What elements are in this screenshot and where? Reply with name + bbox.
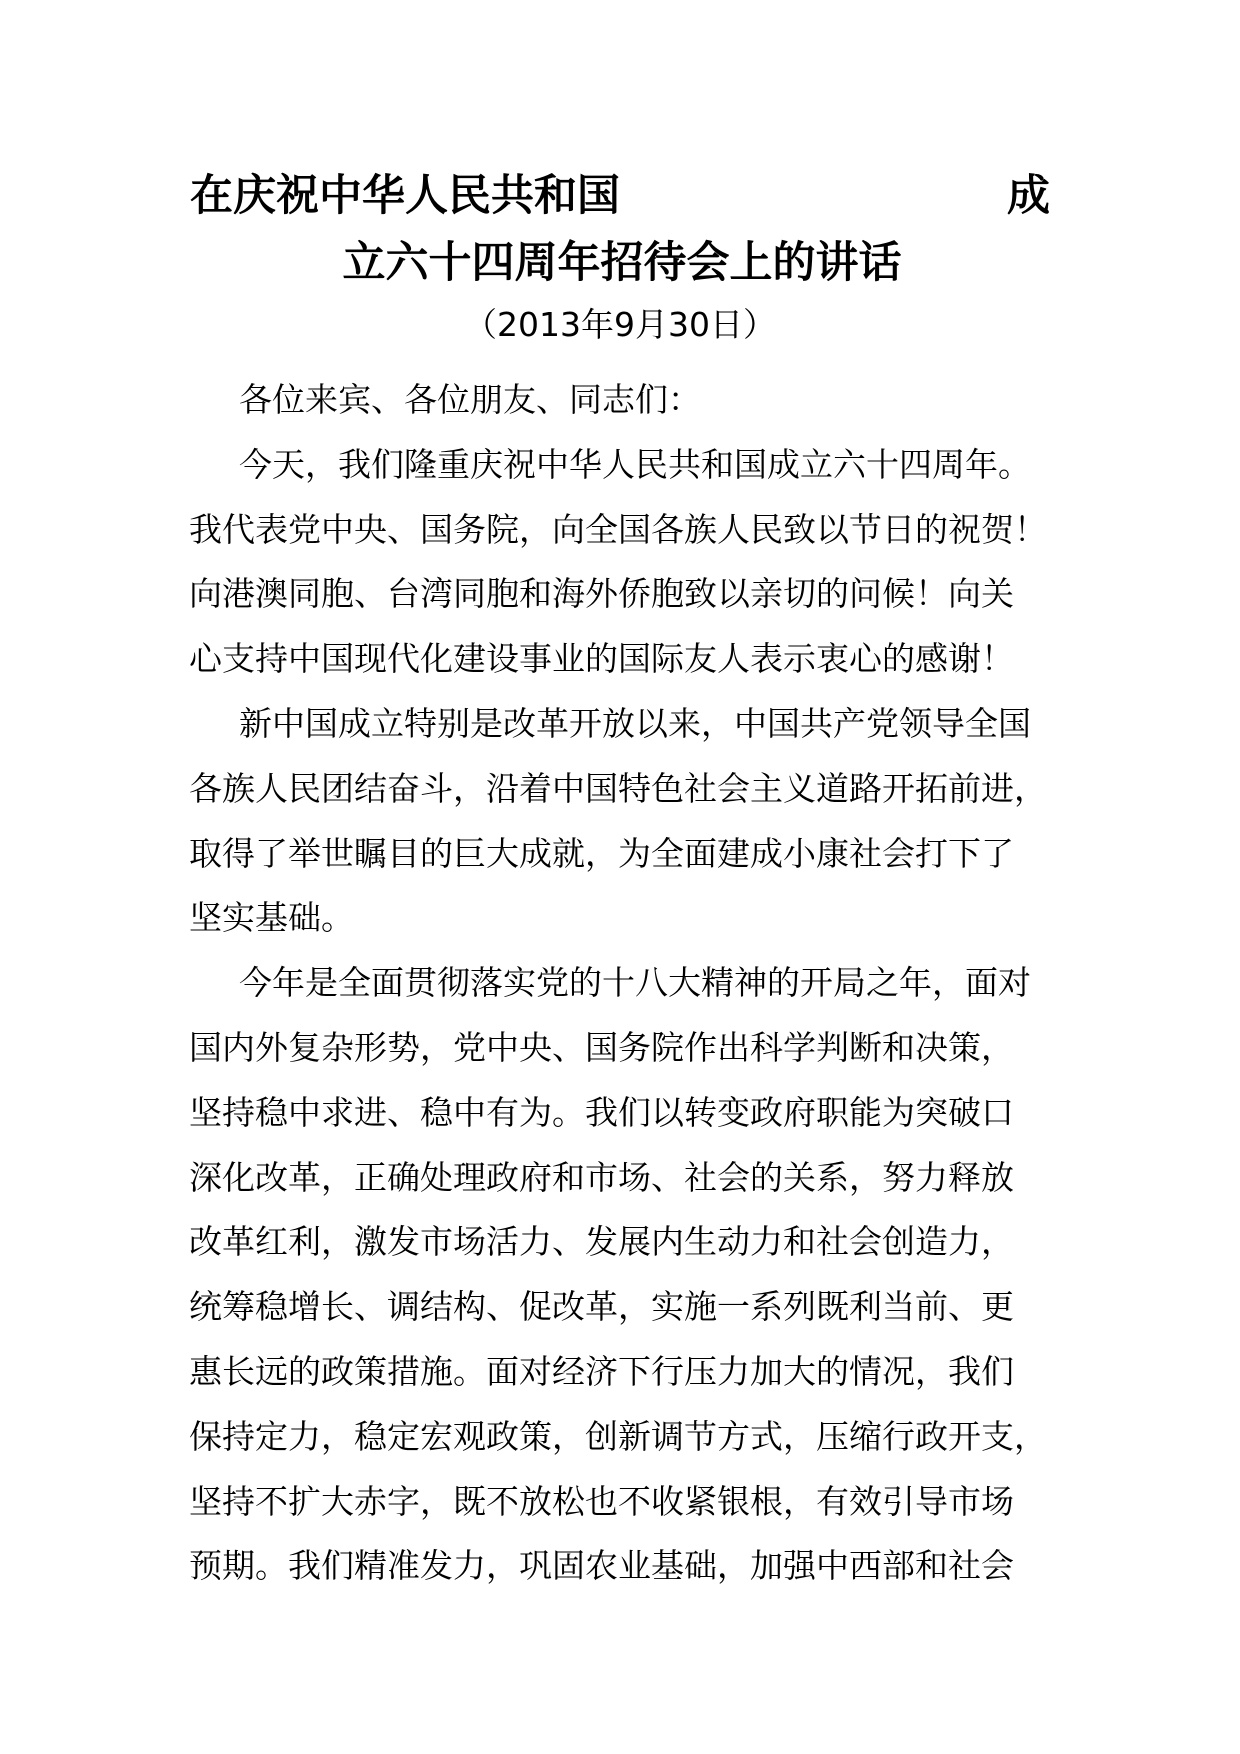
paragraph-2-line-4: 坚实基础。 bbox=[189, 898, 354, 938]
paragraph-3-line-6: 统筹稳增长、调结构、促改革，实施一系列既利当前、更 bbox=[189, 1287, 1014, 1327]
paragraph-3-line-3: 坚持稳中求进、稳中有为。我们以转变政府职能为突破口 bbox=[189, 1092, 1014, 1132]
title-line-1-left: 在庆祝中华人民共和国 bbox=[190, 171, 620, 221]
title-line-1-right: 成 bbox=[1007, 171, 1050, 221]
title-line-2-text: 立六十四周年招待会上的讲话 bbox=[342, 238, 902, 288]
paragraph-3-line-9: 坚持不扩大赤字，既不放松也不收紧银根，有效引导市场 bbox=[189, 1481, 1014, 1521]
paragraph-2-line-2: 各族人民团结奋斗，沿着中国特色社会主义道路开拓前进， bbox=[189, 768, 1047, 808]
paragraph-1-line-3: 向港澳同胞、台湾同胞和海外侨胞致以亲切的问候！向关 bbox=[189, 574, 1014, 614]
paragraph-2-line-3: 取得了举世瞩目的巨大成就，为全面建成小康社会打下了 bbox=[189, 833, 1014, 873]
paragraph-3-line-4: 深化改革，正确处理政府和市场、社会的关系，努力释放 bbox=[189, 1157, 1014, 1197]
paragraph-3-line-2: 国内外复杂形势，党中央、国务院作出科学判断和决策， bbox=[189, 1027, 1014, 1067]
paragraph-3-line-10: 预期。我们精准发力，巩固农业基础，加强中西部和社会 bbox=[189, 1546, 1014, 1586]
paragraph-1-line-4: 心支持中国现代化建设事业的国际友人表示衷心的感谢！ bbox=[189, 639, 1014, 679]
document-body bbox=[189, 368, 1069, 1599]
document-title-line-2 bbox=[0, 233, 1240, 293]
paragraph-1-line-1: 今天，我们隆重庆祝中华人民共和国成立六十四周年。 bbox=[239, 444, 1031, 484]
salutation-line: 各位来宾、各位朋友、同志们： bbox=[239, 380, 701, 419]
paragraph-3-line-8: 保持定力，稳定宏观政策，创新调节方式，压缩行政开支， bbox=[189, 1416, 1047, 1456]
paragraph-2-line-1: 新中国成立特别是改革开放以来，中国共产党领导全国 bbox=[239, 703, 1031, 743]
document-date: （2013年9月30日） bbox=[464, 305, 776, 344]
paragraph-3-line-7: 惠长远的政策措施。面对经济下行压力加大的情况，我们 bbox=[189, 1351, 1014, 1391]
paragraph-1-line-2: 我代表党中央、国务院，向全国各族人民致以节日的祝贺！ bbox=[189, 509, 1047, 549]
paragraph-3-line-5: 改革红利，激发市场活力、发展内生动力和社会创造力， bbox=[189, 1222, 1014, 1262]
paragraph-3-line-1: 今年是全面贯彻落实党的十八大精神的开局之年，面对 bbox=[239, 963, 1031, 1003]
